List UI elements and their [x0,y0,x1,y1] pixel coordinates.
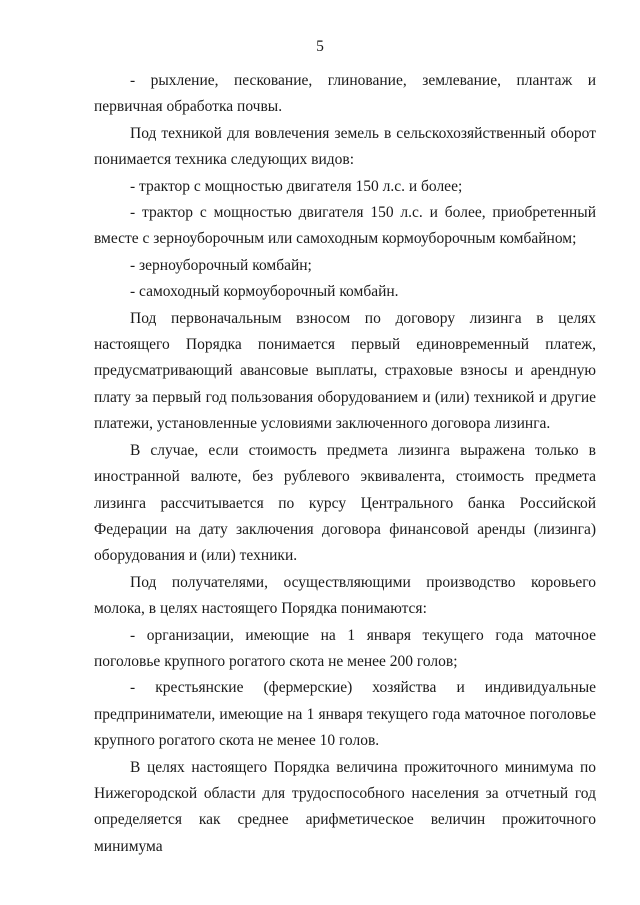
document-body [94,68,596,860]
paragraph-milk-producers: Под получателями, осуществляющими производство коровьего молока, в целях настоящего Порядка понимаются: [94,573,596,618]
list-item-tractor: - трактор с мощностью двигателя 150 л.с. и более; [130,177,463,195]
paragraph-leasing-down-payment: Под первоначальным взносом по договору лизинга в целях настоящего Порядка понимается первый единовременный платеж, предусматривающий авансовые выплаты, страховые взносы и арендную плату за первый год пользования оборудованием и (или) техникой и другие платежи, установленные условиями заключенного договора лизинга. [94,309,596,433]
page-number: 5 [316,38,324,55]
list-item-organizations: - организации, имеющие на 1 января текущего года маточное поголовье крупного рогатого скота не менее 200 голов; [94,626,596,670]
paragraph-machinery-definition: Под техникой для вовлечения земель в сельскохозяйственный оборот понимается техника следующих видов: [94,124,596,169]
list-item-forage-harvester: - самоходный кормоуборочный комбайн. [130,283,399,301]
list-item-farms: - крестьянские (фермерские) хозяйства и индивидуальные предприниматели, имеющие на 1 января текущего года маточное поголовье крупного рогатого скота не менее 10 голов. [94,679,596,750]
paragraph-soil-treatment: - рыхление, пескование, глинование, землевание, плантаж и первичная обработка почвы. [94,72,596,116]
paragraph-subsistence-minimum: В целях настоящего Порядка величина прожиточного минимума по Нижегородской области для трудоспособного населения за отчетный год определяется как среднее арифметическое величин прожиточного минимума [94,758,596,855]
list-item-grain-harvester: - зерноуборочный комбайн; [130,256,312,274]
paragraph-foreign-currency: В случае, если стоимость предмета лизинга выражена только в иностранной валюте, без рублевого эквивалента, стоимость предмета лизинга рассчитывается по курсу Центрального банка Российской Федерации на дату заключения договора финансовой аренды (лизинга) оборудования и (или) техники. [94,441,596,565]
list-item-tractor-with-harvester: - трактор с мощностью двигателя 150 л.с. и более, приобретенный вместе с зерноуборочным или самоходным кормоуборочным комбайном; [94,204,596,248]
